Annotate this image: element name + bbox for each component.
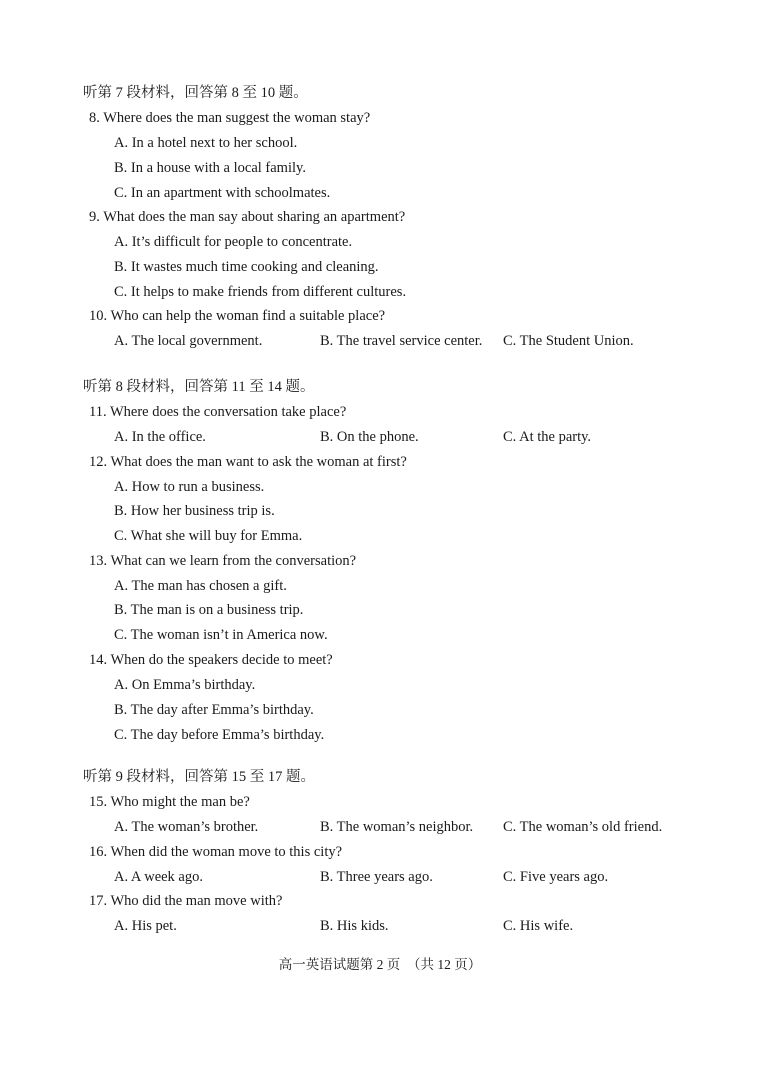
question-stem: 8. Where does the man suggest the woman stay? [89, 110, 371, 126]
answer-option: B. It wastes much time cooking and cleaning. [114, 259, 379, 275]
answer-option: B. The man is on a business trip. [114, 602, 304, 618]
answer-option: C. In an apartment with schoolmates. [114, 185, 331, 201]
answer-option: A. How to run a business. [114, 479, 265, 495]
answer-option: C. At the party. [503, 429, 592, 445]
answer-option: C. The Student Union. [503, 333, 634, 349]
answer-option: A. A week ago. [114, 869, 203, 885]
section-heading: 听第 7 段材料，回答第 8 至 10 题。 [83, 85, 308, 101]
answer-option: B. On the phone. [320, 429, 419, 445]
answer-option: A. His pet. [114, 918, 177, 934]
question-stem: 16. When did the woman move to this city? [89, 844, 343, 860]
question-stem: 17. Who did the man move with? [89, 893, 283, 909]
answer-option: A. In a hotel next to her school. [114, 135, 298, 151]
question-stem: 9. What does the man say about sharing an apartment? [89, 209, 406, 225]
answer-option: A. The local government. [114, 333, 263, 349]
section-heading: 听第 9 段材料，回答第 15 至 17 题。 [83, 769, 315, 785]
section-heading: 听第 8 段材料，回答第 11 至 14 题。 [83, 379, 315, 395]
question-stem: 11. Where does the conversation take place? [89, 404, 347, 420]
answer-option: A. The man has chosen a gift. [114, 578, 287, 594]
question-stem: 15. Who might the man be? [89, 794, 250, 810]
answer-option: B. In a house with a local family. [114, 160, 306, 176]
answer-option: C. Five years ago. [503, 869, 609, 885]
answer-option: B. How her business trip is. [114, 503, 275, 519]
answer-option: B. His kids. [320, 918, 389, 934]
answer-option: A. It’s difficult for people to concentrate. [114, 234, 353, 250]
answer-option: C. The woman’s old friend. [503, 819, 663, 835]
answer-option: A. The woman’s brother. [114, 819, 259, 835]
page-footer: 高一英语试题第 2 页 （共 12 页） [278, 957, 482, 972]
question-stem: 13. What can we learn from the conversation? [89, 553, 357, 569]
answer-option: B. The day after Emma’s birthday. [114, 702, 314, 718]
answer-option: B. Three years ago. [320, 869, 433, 885]
answer-option: C. The day before Emma’s birthday. [114, 727, 325, 743]
question-stem: 10. Who can help the woman find a suitable place? [89, 308, 386, 324]
answer-option: B. The woman’s neighbor. [320, 819, 474, 835]
question-stem: 14. When do the speakers decide to meet? [89, 652, 333, 668]
answer-option: A. In the office. [114, 429, 206, 445]
question-stem: 12. What does the man want to ask the woman at first? [89, 454, 407, 470]
answer-option: C. The woman isn’t in America now. [114, 627, 328, 643]
answer-option: C. What she will buy for Emma. [114, 528, 303, 544]
answer-option: C. It helps to make friends from different cultures. [114, 284, 407, 300]
answer-option: B. The travel service center. [320, 333, 483, 349]
answer-option: A. On Emma’s birthday. [114, 677, 256, 693]
answer-option: C. His wife. [503, 918, 574, 934]
